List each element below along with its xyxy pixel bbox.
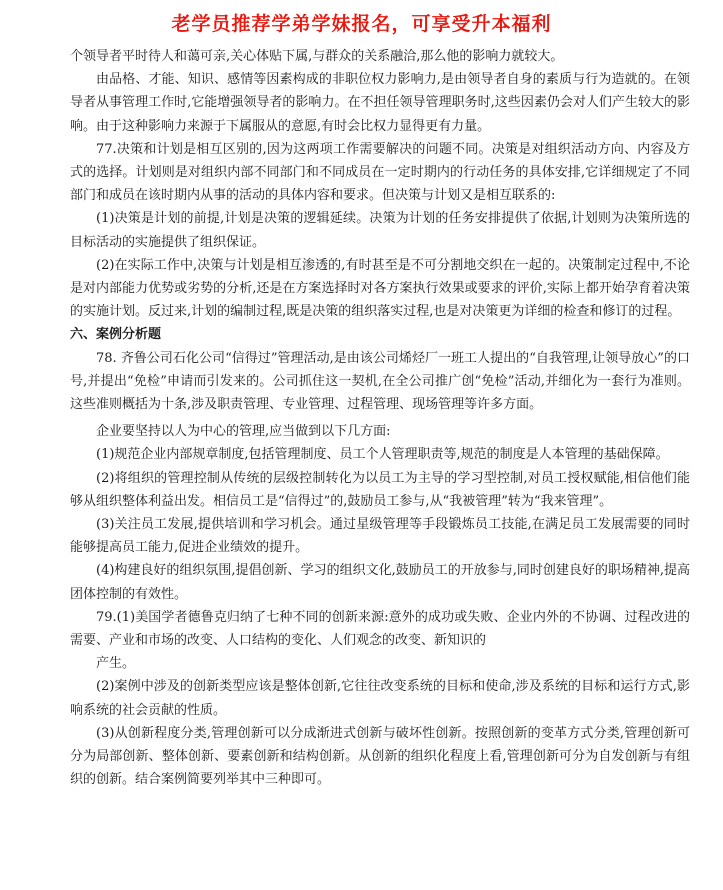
paragraph: (2)在实际工作中,决策与计划是相互渗透的,有时甚至是不可分割地交织在一起的。决策制定过程中,不论是对内部能力优势或劣势的分析,还是在方案选择时对各方案执行效果或要求的评价,实际上都开始孕育着决策的实施计划。反过来,计划的编制过程,既是决策的组织落实过程,也是对决策更为详细的检查和修订的过程。 (70, 257, 690, 320)
paragraph: 79.(1)美国学者德鲁克归纳了七种不同的创新来源:意外的成功或失败、企业内外的不协调、过程改进的需要、产业和市场的改变、人口结构的变化、人们观念的改变、新知识的 (70, 609, 690, 649)
paragraph: (2)案例中涉及的创新类型应该是整体创新,它往往改变系统的目标和使命,涉及系统的目标和运行方式,影响系统的社会贡献的性质。 (70, 679, 690, 718)
document-body (70, 45, 690, 792)
paragraph: (4)构建良好的组织氛围,提倡创新、学习的组织文化,鼓励员工的开放参与,同时创建良好的职场精神,提高团体控制的有效性。 (70, 563, 690, 602)
paragraph: (1)规范企业内部规章制度,包括管理制度、员工个人管理职责等,规范的制度是人本管理的基础保障。 (96, 447, 669, 463)
promo-banner: 老学员推荐学弟学妹报名，可享受升本福利 (171, 13, 552, 35)
paragraph: 企业要坚持以人为中心的管理,应当做到以下几方面: (96, 424, 391, 440)
paragraph: (2)将组织的管理控制从传统的层级控制转化为以员工为主导的学习型控制,对员工授权赋能,相信他们能够从组织整体利益出发。相信员工是“信得过”的,鼓励员工参与,从“我被管理”转为“我来管理”。 (70, 470, 690, 509)
paragraph: 77.决策和计划是相互区别的,因为这两项工作需要解决的问题不同。决策是对组织活动方向、内容及方式的选择。计划则是对组织内部不同部门和不同成员在一定时期内的行动任务的具体安排,它详细规定了不同部门和成员在该时期内从事的活动的具体内容和要求。但决策与计划又是相互联系的: (70, 141, 690, 204)
paragraph: 个领导者平时待人和蔼可亲,关心体贴下属,与群众的关系融洽,那么他的影响力就较大。 (70, 49, 564, 64)
paragraph: 78. 齐鲁公司石化公司“信得过”管理活动,是由该公司烯烃厂一班工人提出的“自我管理,让领导放心”的口号,并提出“免检”申请而引发来的。公司抓住这一契机,在全公司推广创“免检”活动,并细化为一套行为准则。这些准则概括为十条,涉及职责管理、专业管理、过程管理、现场管理等许多方面。 (70, 350, 690, 413)
section-heading: 六、案例分析题 (70, 327, 162, 343)
paragraph: 由品格、才能、知识、感情等因素构成的非职位权力影响力,是由领导者自身的素质与行为造就的。在领导者从事管理工作时,它能增强领导者的影响力。在不担任领导管理职务时,这些因素仍会对人们产生较大的影响。由于这种影响力来源于下属服从的意愿,有时会比权力显得更有力量。 (70, 72, 690, 134)
paragraph: (3)从创新程度分类,管理创新可以分成渐进式创新与破坏性创新。按照创新的变革方式分类,管理创新可分为局部创新、整体创新、要素创新和结构创新。从创新的组织化程度上看,管理创新可分为自发创新与有组织的创新。结合案例简要列举其中三种即可。 (70, 725, 690, 788)
paragraph: 产生。 (96, 656, 136, 672)
paragraph: (1)决策是计划的前提,计划是决策的逻辑延续。决策为计划的任务安排提供了依据,计划则为决策所选的目标活动的实施提供了组织保证。 (70, 211, 690, 250)
paragraph: (3)关注员工发展,提供培训和学习机会。通过星级管理等手段锻炼员工技能,在满足员工发展需要的同时能够提高员工能力,促进企业绩效的提升。 (70, 517, 690, 556)
